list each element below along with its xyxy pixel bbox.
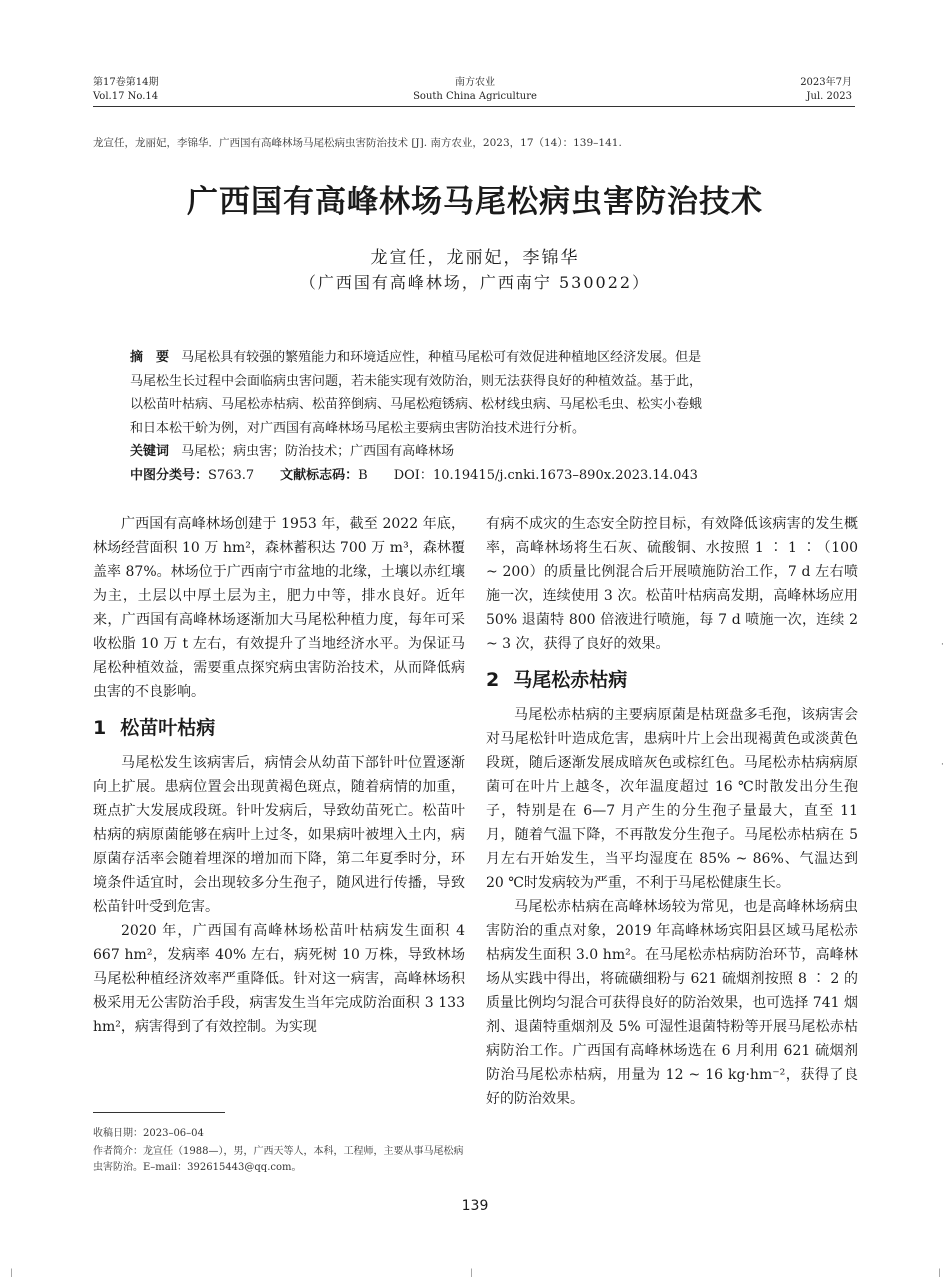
body-paragraph: 有病不成灾的生态安全防控目标，有效降低该病害的发生概率，高峰林场将生石灰、硫酸铜、水按照 1 ∶ 1 ∶（100 ~ 200）的质量比例混合后开展喷施防治工作，7 d 左右喷施一次，连续使用 3 次。松苗叶枯病高发期，高峰林场应用 50% 退菌特 800 倍液进行喷施，每 7 d 喷施一次，连续 2 ~ 3 次，获得了良好的效果。 (486, 516, 858, 652)
scan-edge-mark: · (941, 760, 944, 770)
section-title: 马尾松赤枯病 (513, 669, 628, 691)
journal-name-cn: 南方农业 (455, 77, 495, 88)
abstract-line: 马尾松生长过程中会面临病虫害问题，若未能实现有效防治，则无法获得良好的种植效益。基于此， (130, 373, 703, 389)
left-column (93, 512, 465, 1039)
abstract-line: 和日本松干蚧为例，对广西国有高峰林场马尾松主要病虫害防治技术进行分析。 (130, 420, 586, 436)
doi: 10.19415/j.cnki.1673–890x.2023.14.043 (432, 467, 698, 483)
volume-cn: 第17卷第14期 (93, 77, 159, 88)
abstract-line (130, 346, 825, 370)
body-paragraph: 马尾松赤枯病在高峰林场较为常见，也是高峰林场病虫害防治的重点对象，2019 年高峰林场宾阳县区域马尾松赤枯病发生面积 3.0 hm²。在马尾松赤枯病防治环节，高峰林场从实践中得出，将硫磺细粉与 621 硫烟剂按照 8 ∶ 2 的质量比例均匀混合可获得良好的防治效果，也可选择 741 烟剂、退菌特重烟剂及 5% 可湿性退菌特粉等开展马尾松赤枯病防治工作。广西国有高峰林场选在 6 月利用 621 硫烟剂防治马尾松赤枯病，用量为 12 ~ 16 kg·hm⁻²，获得了良好的防治效果。 (486, 899, 858, 1107)
volume-en: Vol.17 No.14 (93, 91, 159, 102)
author-info: 作者简介：龙宣任（1988—），男，广西天等人，本科，工程师，主要从事马尾松病虫害防治。E–mail：392615443@qq.com。 (93, 1146, 464, 1173)
page-number: 139 (461, 1198, 489, 1214)
doc-code: B (358, 467, 368, 483)
classification-line (130, 464, 825, 488)
authors: 龙宣任，龙丽妃，李锦华 (370, 248, 580, 268)
journal-name-en: South China Agriculture (413, 91, 537, 102)
abstract-line: 以松苗叶枯病、马尾松赤枯病、松苗猝倒病、马尾松疱锈病、松材线虫病、马尾松毛虫、松实小卷蛾 (130, 397, 703, 412)
body-paragraph: 马尾松赤枯病的主要病原菌是枯斑盘多毛孢，该病害会对马尾松针叶造成危害，患病叶片上会出现褐黄色或淡黄色段斑，随后逐渐发展成暗灰色或棕红色。马尾松赤枯病病原菌可在叶片上越冬，次年温度超过 16 ℃时散发出分生孢子，特别是在 6—7 月产生的分生孢子量最大，直至 11 月，随着气温下降，不再散发分生孢子。马尾松赤枯病在 5 月左右开始发生，当平均湿度在 85% ~ 86%、气温达到 20 ℃时发病较为严重，不利于马尾松健康生长。 (486, 707, 858, 891)
issue-date-en: Jul. 2023 (806, 91, 852, 102)
issue-date (800, 76, 852, 104)
affiliation: （广西国有高峰林场，广西南宁 530022） (299, 273, 651, 292)
abstract-block (130, 346, 825, 487)
doi-label: DOI： (393, 467, 433, 483)
crop-mark: | (470, 1268, 473, 1277)
keywords: 马尾松；病虫害；防治技术；广西国有高峰林场 (181, 444, 455, 459)
abstract-label: 摘 要 (130, 350, 170, 365)
clc-code: S763.7 (208, 467, 255, 483)
issue-date-cn: 2023年7月 (800, 77, 852, 88)
body-paragraph: 马尾松发生该病害后，病情会从幼苗下部针叶位置逐渐向上扩展。患病位置会出现黄褐色斑点，随着病情的加重，斑点扩大发展成段斑。针叶发病后，导致幼苗死亡。松苗叶枯病的病原菌能够在病叶上过冬，如果病叶被埋入土内，病原菌存活率会随着埋深的增加而下降，第二年夏季时分，环境条件适宜时，会出现较多分生孢子，随风进行传播，导致松苗针叶受到危害。 (93, 755, 465, 915)
section-heading-1 (93, 715, 465, 741)
footnote-rule (93, 1112, 225, 1113)
intro-paragraph: 广西国有高峰林场创建于 1953 年，截至 2022 年底，林场经营面积 10 万 hm²，森林蓄积达 700 万 m³，森林覆盖率 87%。林场位于广西南宁市盆地的北缘，土壤以赤红壤为主，土层以中厚土层为主，肥力中等，排水良好。近年来，广西国有高峰林场逐渐加大马尾松种植力度，每年可采收松脂 10 万 t 左右，有效提升了当地经济水平。为保证马尾松种植效益，需要重点探究病虫害防治技术，从而降低病虫害的不良影响。 (93, 516, 465, 700)
header-rule (93, 106, 855, 107)
right-column (486, 512, 858, 1111)
scan-edge-mark: · (941, 640, 944, 650)
keywords-line (130, 440, 825, 464)
body-paragraph: 2020 年，广西国有高峰林场松苗叶枯病发生面积 4 667 hm²，发病率 40% 左右，病死树 10 万株，导致林场马尾松种植经济效率严重降低。针对这一病害，高峰林场积极采用无公害防治手段，病害发生当年完成防治面积 3 133 hm²，病害得到了有效控制。为实现 (93, 923, 465, 1035)
abstract-text: 马尾松具有较强的繁殖能力和环境适应性，种植马尾松可有效促进种植地区经济发展。但是 (181, 350, 702, 365)
page-title: 广西国有高峰林场马尾松病虫害防治技术 (187, 184, 763, 220)
clc-label: 中图分类号： (130, 467, 209, 483)
doc-code-label: 文献标志码： (280, 467, 359, 483)
crop-mark: | (10, 1268, 13, 1277)
section-heading-2 (486, 667, 858, 693)
section-number: 1 (93, 717, 107, 739)
received-date: 收稿日期：2023–06–04 (93, 1128, 204, 1139)
crop-mark: | (938, 1268, 941, 1277)
citation: 龙宣任，龙丽妃，李锦华．广西国有高峰林场马尾松病虫害防治技术 [J]. 南方农业，2023，17（14）：139–141. (93, 137, 622, 149)
section-title: 松苗叶枯病 (120, 717, 216, 739)
section-number: 2 (486, 669, 500, 691)
keywords-label: 关键词 (130, 444, 170, 459)
